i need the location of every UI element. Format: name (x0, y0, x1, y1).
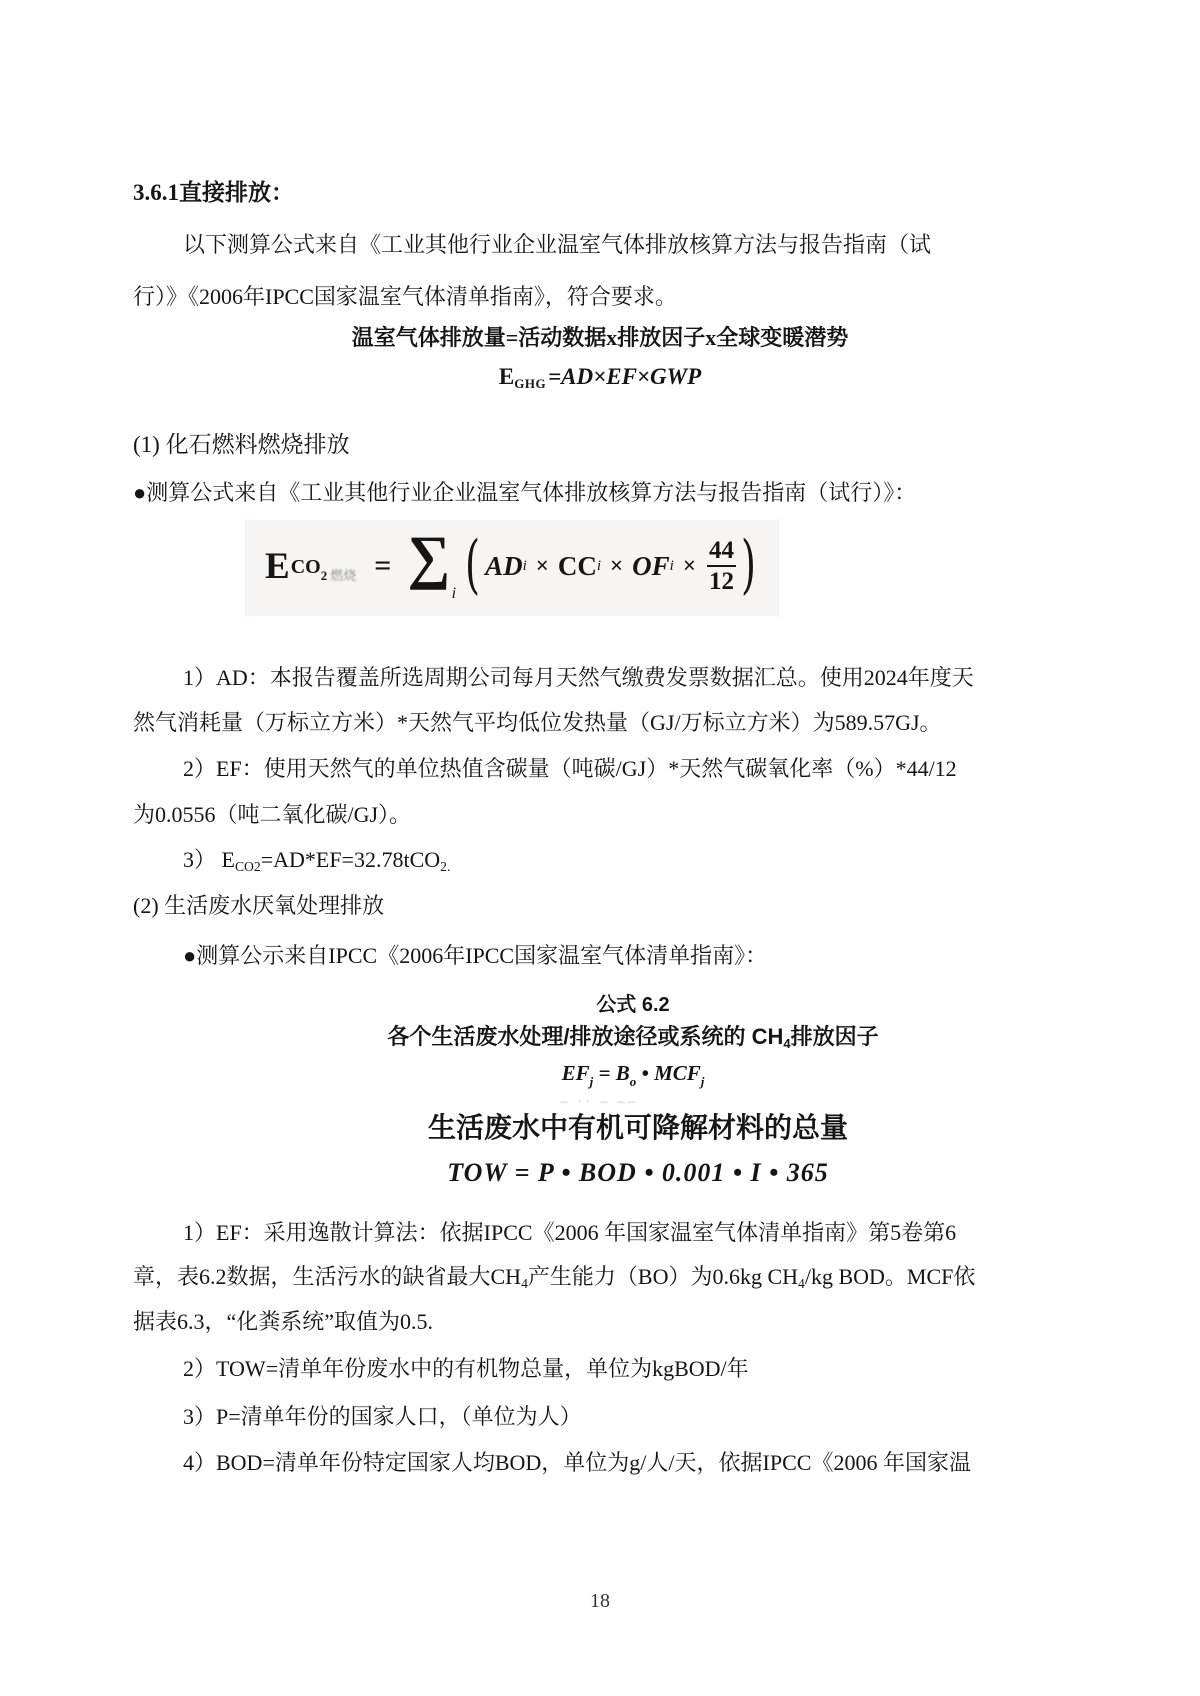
fossil-section-heading: (1) 化石燃料燃烧排放 (133, 432, 350, 457)
ef-dot: • (636, 1061, 655, 1085)
section-heading: 3.6.1直接排放： (133, 180, 294, 205)
fossil-item2-line1: 2）EF：使用天然气的单位热值含碳量（吨碳/GJ）*天然气碳氧化率（%）*44/12 (183, 756, 957, 781)
page-number: 18 (590, 1590, 610, 1612)
faded-image-fragment: – ·· – –– (560, 1094, 639, 1110)
ww-item4: 4）BOD=清单年份特定国家人均BOD，单位为g/人/天，依据IPCC《2006 年国家温 (183, 1450, 971, 1475)
ef-formula (133, 1061, 1133, 1090)
ef-mcf-sub: j (700, 1074, 705, 1089)
term-of-sub: i (669, 557, 674, 574)
term-ad: AD (485, 550, 523, 581)
wastewater-source-line: ●测算公示来自IPCC《2006年IPCC国家温室气体清单指南》： (183, 943, 768, 968)
open-paren: ( (465, 528, 481, 603)
formula-box-6-2 (133, 988, 1133, 1090)
fossil-source-line: ●测算公式来自《工业其他行业企业温室气体排放核算方法与报告指南（试行）》： (133, 480, 917, 505)
ghg-equation-text: 温室气体排放量=活动数据x排放因子x全球变暖潜势 (351, 325, 849, 350)
wastewater-section-heading: (2) 生活废水厌氧处理排放 (133, 893, 385, 918)
term-of: OF (632, 550, 670, 581)
formula-lhs-sub-cn: 燃烧 (330, 568, 357, 583)
ww-item3: 3）P=清单年份的国家人口，（单位为人） (183, 1404, 582, 1429)
ef-lhs: EF (561, 1061, 590, 1085)
sigma-glyph: ∑ (407, 524, 451, 590)
sigma-index: i (451, 585, 457, 602)
times-1: × (535, 553, 549, 578)
ghg-formula-rhs: =AD×EF×GWP (548, 364, 702, 389)
formula-lhs-sub-num: 2 (320, 568, 328, 583)
ghg-formula-base: E (498, 364, 515, 389)
fossil-item3 (133, 845, 1117, 882)
term-ad-sub: i (522, 557, 527, 574)
times-3: × (682, 553, 696, 578)
formula-box-title-sub: 4 (783, 1036, 791, 1051)
fossil-item3-prefix: 3） E (183, 847, 235, 872)
ef-equals: = (593, 1061, 616, 1085)
fraction-denominator: 12 (708, 568, 734, 595)
term-cc: CC (557, 550, 597, 581)
ww-ch4-sub-1: 4 (521, 1275, 528, 1291)
fossil-item3-sub-co2: CO2 (234, 858, 261, 874)
formula-box-title-post: 排放因子 (790, 1024, 879, 1049)
ww-item1-line2-a: 章，表6.2数据，生活污水的缺省最大CH (133, 1264, 522, 1289)
fraction-44-12 (707, 537, 736, 596)
formula-box-label: 公式 6.2 (596, 994, 670, 1016)
ghg-formula (133, 362, 1067, 399)
fossil-item1-line1: 1）AD：本报告覆盖所选周期公司每月天然气缴费发票数据汇总。使用2024年度天 (183, 665, 974, 690)
ef-lhs-sub: j (589, 1074, 594, 1089)
ww-item1-line1: 1）EF：采用逸散计算法：依据IPCC《2006 年国家温室气体清单指南》第5卷第6 (183, 1220, 957, 1245)
ww-item1-line3: 据表6.3，“化粪系统”取值为0.5. (133, 1309, 434, 1334)
ww-item2: 2）TOW=清单年份废水中的有机物总量，单位为kgBOD/年 (183, 1356, 749, 1381)
intro-line-2: 行）》《2006年IPCC国家温室气体清单指南》，符合要求。 (133, 284, 677, 309)
ww-item1-line2-c: /kg BOD。MCF依 (804, 1264, 976, 1289)
formula-lhs-sub-main: CO (290, 556, 321, 578)
fossil-item2-line2: 为0.0556（吨二氧化碳/GJ）。 (133, 802, 412, 827)
fraction-numerator: 44 (707, 537, 736, 568)
term-cc-sub: i (596, 557, 602, 574)
tow-title: 生活废水中有机可降解材料的总量 (427, 1112, 848, 1143)
close-paren: ) (740, 528, 756, 603)
formula-box-title-pre: 各个生活废水处理/排放途径或系统的 CH (387, 1024, 784, 1049)
ef-mcf: MCF (654, 1061, 701, 1085)
ef-b-sub: o (629, 1074, 637, 1089)
times-2: × (610, 553, 624, 578)
ghg-formula-subscript: GHG (514, 376, 547, 391)
ww-item1-line2-b: 产生能力（BO）为0.6kg CH (527, 1264, 799, 1289)
tow-equation: TOW = P • BOD • 0.001 • I • 365 (447, 1158, 829, 1187)
ww-ch4-sub-2: 4 (798, 1275, 805, 1291)
formula-lhs-base: E (265, 545, 290, 587)
formula-box-title (133, 1020, 1133, 1051)
co2-combustion-formula (245, 520, 779, 616)
intro-line-1: 以下测算公式来自《工业其他行业企业温室气体排放核算方法与报告指南（试 (183, 232, 932, 257)
fossil-item3-mid: =AD*EF=32.78tCO (260, 847, 441, 872)
formula-lhs-subscripts (291, 548, 357, 584)
fossil-item1-line2: 然气消耗量（万标立方米）*天然气平均低位发热量（GJ/万标立方米）为589.57GJ。 (133, 710, 942, 735)
ww-item1-line2 (133, 1262, 1067, 1299)
tow-formula-box (133, 1106, 1143, 1188)
formula-equals: = (374, 549, 392, 582)
fossil-item3-sub-2: 2. (440, 858, 451, 874)
sigma-sum-symbol (407, 524, 457, 602)
ef-b: B (615, 1061, 630, 1085)
